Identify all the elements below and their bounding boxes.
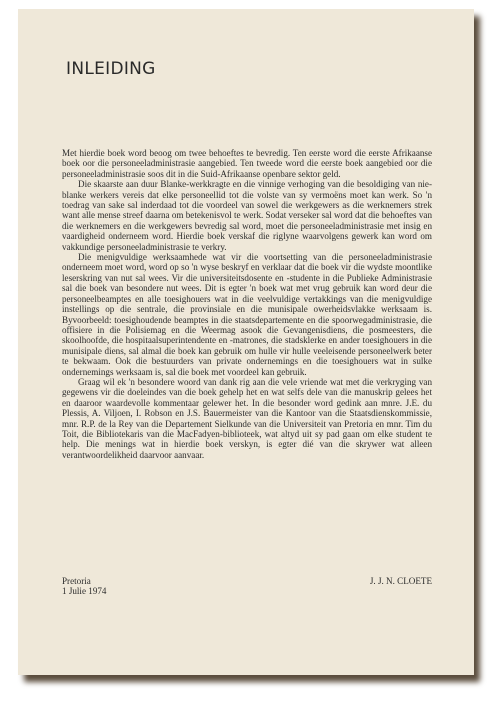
paragraph-purpose: Met hierdie boek word beoog om twee behoeftes te bevredig. Ten eerste word die eerste Afrikaanse boek oor die personeeladministrasie aangebied. Ten tweede word die eerste boek aangebied oor die personeeladministrasie soos dit in die Suid-Afrikaanse openbare sektor geld. — [62, 148, 432, 179]
signoff-place: Pretoria — [62, 576, 91, 586]
page-title: INLEIDING — [66, 59, 156, 79]
paragraph-audience: Die menigvuldige werksaamhede wat vir die voortsetting van die personeeladministrasie onderneem moet word, word op so 'n wyse beskryf en verklaar dat die boek vir die wydste moontlike leserskring van nut sal wees. Vir die universiteitsdosente en -studente in die Publieke Administrasie sal die boek van besondere nut wees. Dit is egter 'n boek wat met vrug gebruik kan word deur die personeelbeamptes en alle toesighouers wat in die veelvuldige vertakkings van die menigvuldige instellings op die sentrale, die provinsiale en die munisipale owerheidsvlakke werksaam is. Byvoorbeeld: toesighoudende beamptes in die staatsdepartemente en die spoorwegadministrasie, die offisiere in die Polisiemag en die Weermag asook die Gevangenisdiens, die posmeesters, die skoolhoofde, die hospitaalsuperintendente en -matrones, die stadsklerke en ander toesighouers in die munisipale diens, sal almal die boek kan gebruik om hulle vir hulle veeleisende personeelwerk beter te bekwaam. Ook die bestuurders van private ondernemings en die toesighouers wat in sulke ondernemings werksaam is, sal die boek met voordeel kan gebruik. — [62, 252, 432, 377]
signoff-date: 1 Julie 1974 — [62, 586, 107, 597]
paragraph-motivation: Die skaarste aan duur Blanke-werkkragte en die vinnige verhoging van die besoldiging van nie-blanke werkers vereis dat elke personeellid tot die volste van sy vermoëns moet kan werk. So 'n toedrag van sake sal inderdaad tot die voordeel van sowel die werkgewers as die werknemers strek want alle mense streef daarna om betekenisvol te werk. Sodat verseker sal word dat die behoeftes van die werknemers en die werkgewers bevredig sal word, moet die personeeladministrasie met insig en vaardigheid onderneem word. Hierdie boek verskaf die riglyne waarvolgens gewerk kan word om vakkundige personeeladministrasie te verkry. — [62, 179, 432, 252]
signoff — [62, 576, 432, 597]
signoff-author: J. J. N. CLOETE — [369, 576, 432, 586]
paragraph-acknowledgements: Graag wil ek 'n besondere woord van dank rig aan die vele vriende wat met die verkryging van gegewens vir die doeleindes van die boek gehelp het en wat selfs dele van die manuskrip gelees het en daaroor waardevolle kommentaar gelewer het. In die besonder word gedink aan mnre. J.E. du Plessis, A. Viljoen, I. Robson en J.S. Bauermeister van die Kantoor van die Staatsdienskommissie, mnr. R.P. de la Rey van die Departement Sielkunde van die Universiteit van Pretoria en mnr. Tim du Toit, die Bibliotekaris van die MacFadyen-biblioteek, wat altyd uit sy pad gaan om elke student te help. Die menings wat in hierdie boek verskyn, is egter dié van die skrywer wat alleen verantwoordelikheid daarvoor aanvaar. — [62, 376, 432, 460]
document-body — [62, 148, 432, 460]
document-page — [18, 9, 474, 675]
